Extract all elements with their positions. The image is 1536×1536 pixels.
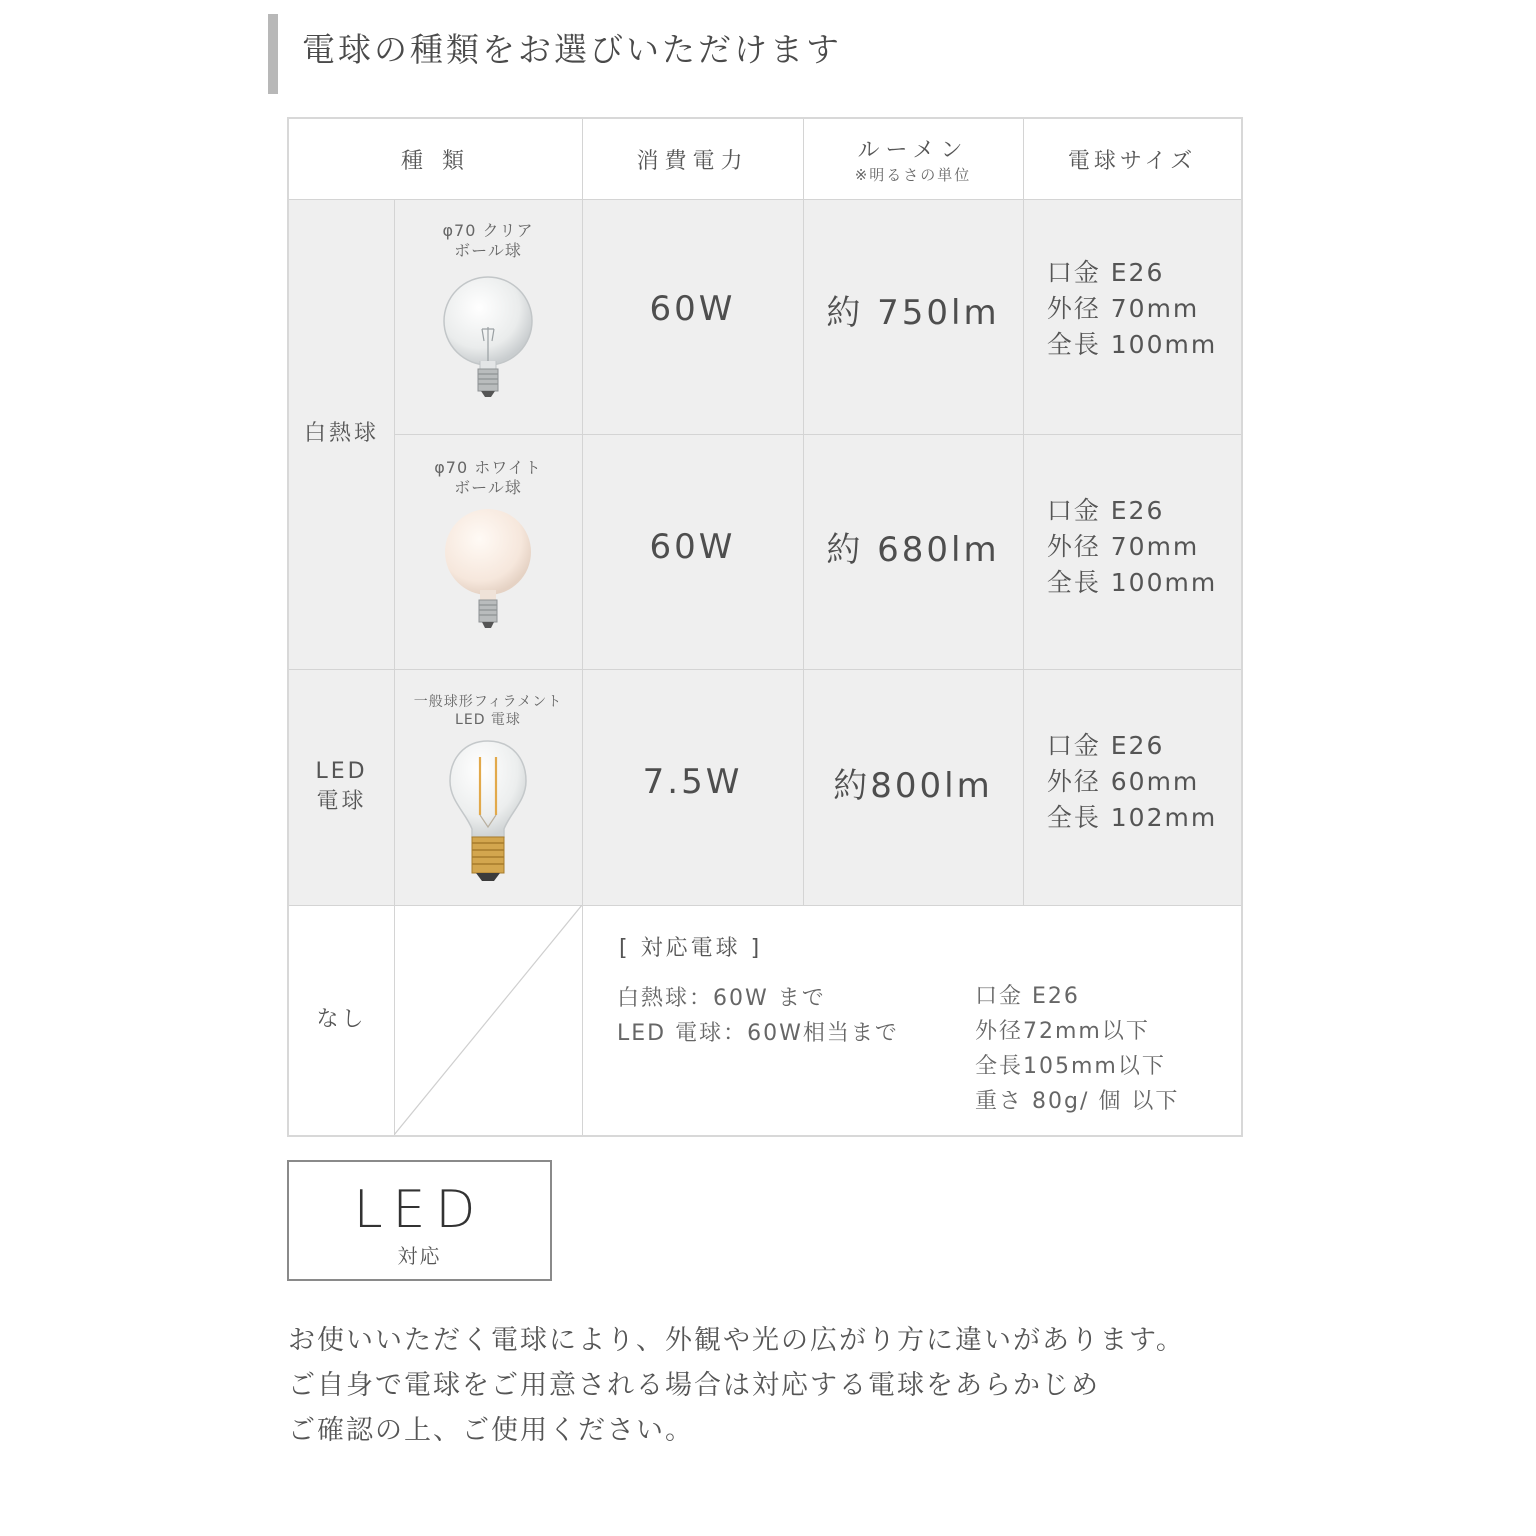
compatible-spec-line: 口金 E26 <box>975 984 1080 1009</box>
bulb-cell-clear <box>394 199 582 434</box>
footer-note <box>288 1318 1288 1453</box>
footer-line: お使いいただく電球により、外観や光の広がり方に違いがあります。 <box>288 1325 1185 1356</box>
header-power: 消費電力 <box>636 148 749 174</box>
compatible-watt-line: LED 電球：60W相当まで <box>617 1021 899 1046</box>
empty-cell-diagonal <box>394 905 582 1135</box>
size-block <box>1047 255 1217 363</box>
power-value: 60W <box>649 289 736 329</box>
lumen-value: 約800lm <box>833 765 993 806</box>
heading-text: 電球の種類をお選びいただけます <box>302 30 842 69</box>
lumen-value: 約 680lm <box>826 530 1000 570</box>
led-filament-bulb-icon <box>438 735 538 895</box>
badge-subtitle: 対応 <box>397 1244 442 1268</box>
category-led-line1: LED <box>315 759 368 784</box>
bulb-name: ボール球 <box>454 478 522 497</box>
size-line: 外径 70mm <box>1046 531 1200 561</box>
bulb-name: ボール球 <box>454 241 522 260</box>
size-cell <box>1023 434 1241 659</box>
lumen-value: 約 750lm <box>826 292 1000 333</box>
bulb-cell-white <box>394 434 582 669</box>
power-value: 60W <box>649 526 736 567</box>
compatible-watts <box>617 981 899 1051</box>
footer-line: ご確認の上、ご使用ください。 <box>288 1415 694 1446</box>
compatible-spec-line: 外径72mm以下 <box>975 1019 1150 1044</box>
header-lumen-note: ※明るさの単位 <box>854 166 972 184</box>
compatible-watt-line: 白熱球：60W まで <box>617 986 826 1011</box>
led-compatible-badge <box>287 1160 552 1281</box>
size-line: 全長 100mm <box>1046 567 1218 597</box>
bulb-cell-led <box>394 669 582 905</box>
bulb-name: 一般球形フィラメント <box>413 694 563 710</box>
compatible-spec-line: 全長105mm以下 <box>975 1054 1166 1079</box>
compatible-title <box>619 931 762 962</box>
bulb-name: LED 電球 <box>455 712 521 728</box>
size-line: 口金 E26 <box>1046 495 1165 525</box>
header-size: 電球サイズ <box>1067 148 1197 174</box>
size-line: 外径 60mm <box>1046 767 1200 796</box>
size-block <box>1047 728 1217 836</box>
size-cell <box>1023 669 1241 895</box>
power-value: 7.5W <box>642 762 743 802</box>
compatible-specs <box>975 979 1179 1119</box>
bulb-name: φ70 ホワイト <box>434 458 542 477</box>
size-line: 全長 100mm <box>1046 330 1218 359</box>
category-led-line2: 電球 <box>316 789 367 814</box>
badge-title: LED <box>353 1180 486 1240</box>
footer-line: ご自身で電球をご用意される場合は対応する電球をあらかじめ <box>288 1370 1100 1401</box>
size-block <box>1047 493 1217 601</box>
size-line: 全長 102mm <box>1046 803 1218 832</box>
category-led <box>289 669 394 905</box>
category-none: なし <box>316 1007 367 1032</box>
compatible-title-text: [ 対応電球 ] <box>619 936 763 961</box>
category-incandescent: 白熱球 <box>303 421 379 446</box>
size-cell <box>1023 199 1241 419</box>
white-bulb-icon <box>438 502 538 652</box>
header-lumen-label: ルーメン <box>857 138 969 163</box>
compatible-spec-line: 重さ 80g/ 個 以下 <box>975 1089 1180 1114</box>
header-lumen <box>803 119 1023 199</box>
size-line: 口金 E26 <box>1046 258 1165 287</box>
header-type: 種 類 <box>401 148 470 174</box>
size-line: 口金 E26 <box>1046 731 1165 760</box>
section-heading <box>268 14 842 94</box>
clear-bulb-icon <box>438 269 538 419</box>
bulb-table <box>287 117 1243 1137</box>
size-line: 外径 70mm <box>1046 294 1200 323</box>
bulb-name: φ70 クリア <box>442 221 534 240</box>
